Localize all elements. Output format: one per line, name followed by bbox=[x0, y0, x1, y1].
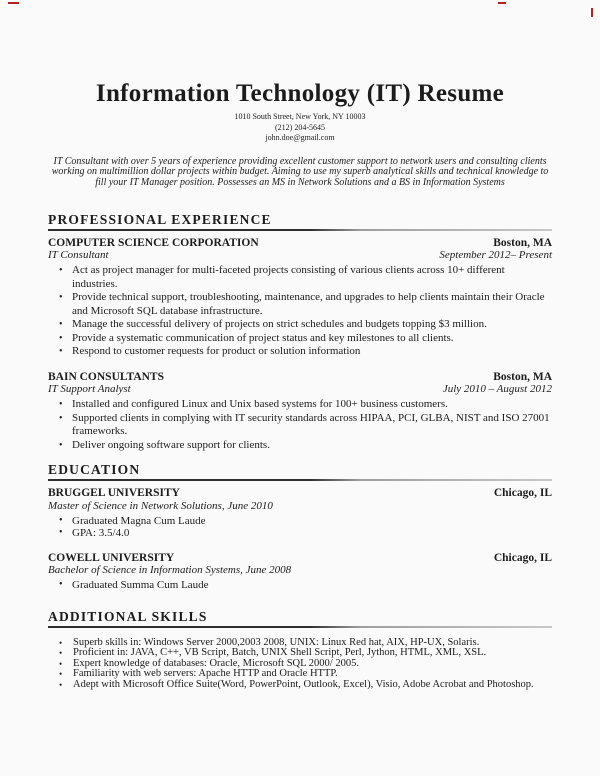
education-section bbox=[48, 487, 552, 592]
job-dates: July 2010 – August 2012 bbox=[442, 383, 552, 396]
job-bullet: • Manage the successful delivery of projects on strict schedules and budgets topping $3 million. bbox=[48, 318, 552, 332]
red-edge-mark-right bbox=[591, 8, 593, 17]
school-name: BRUGGEL UNIVERSITY bbox=[48, 487, 180, 500]
section-rule bbox=[48, 626, 552, 628]
summary-paragraph: IT Consultant with over 5 years of experience providing excellent customer support to network users and consulting clients working on multimillion dollar projects within budget. Aiming to use my superb analytical skills and technical knowledge to fill your IT Manager position. Possesses an MS in Network Solutions and a BS in Information Systems bbox=[51, 155, 549, 188]
skill-bullet: • Superb skills in: Windows Server 2000,2003 2008, UNIX: Linux Red hat, AIX, HP-UX, Solaris. bbox=[48, 638, 552, 649]
section-heading-experience: PROFESSIONAL EXPERIENCE bbox=[48, 211, 272, 227]
school-bullet-list bbox=[48, 515, 552, 540]
job-bullet-list bbox=[48, 398, 552, 452]
page-title: Information Technology (IT) Resume bbox=[95, 80, 505, 107]
skill-bullet: • Expert knowledge of databases: Oracle, Microsoft SQL 2000/ 2005. bbox=[48, 659, 552, 670]
job-role: IT Support Analyst bbox=[48, 383, 131, 396]
skill-bullet: • Adept with Microsoft Office Suite(Word, PowerPoint, Outlook, Excel), Visio, Adobe Acrobat and Photoshop. bbox=[48, 680, 552, 691]
job-header-row bbox=[48, 237, 552, 250]
job-bullet: • Installed and configured Linux and Unix based systems for 100+ business customers. bbox=[48, 398, 552, 412]
job-entry bbox=[48, 371, 552, 453]
school-bullet: • GPA: 3.5/4.0 bbox=[48, 527, 552, 540]
degree-line: Bachelor of Science in Information Systems, June 2008 bbox=[48, 564, 292, 577]
section-heading-education: EDUCATION bbox=[48, 462, 141, 478]
section-rule bbox=[48, 229, 552, 231]
company-location: Boston, MA bbox=[493, 236, 552, 249]
job-role: IT Consultant bbox=[48, 249, 109, 262]
school-location: Chicago, IL bbox=[493, 487, 552, 500]
skills-bullet-list bbox=[48, 638, 552, 691]
section-rule bbox=[48, 479, 552, 481]
address-line: 1010 South Street, New York, NY 10003 bbox=[234, 112, 366, 121]
school-header-row bbox=[48, 487, 552, 500]
job-bullet: • Respond to customer requests for product or solution information bbox=[48, 345, 552, 359]
school-bullet-list bbox=[48, 579, 552, 592]
job-header-row bbox=[48, 371, 552, 384]
phone-line: (212) 204-5645 bbox=[275, 122, 325, 132]
job-bullet: • Supported clients in complying with IT security standards across HIPAA, PCI, GLBA, NIST and ISO 27001 frameworks. bbox=[48, 412, 552, 439]
contact-block bbox=[48, 112, 552, 144]
job-dates: September 2012– Present bbox=[439, 249, 552, 262]
job-bullet-list bbox=[48, 264, 552, 359]
job-bullet: • Act as project manager for multi-faceted projects consisting of various clients across 10+ different industries. bbox=[48, 264, 552, 291]
school-location: Chicago, IL bbox=[493, 551, 552, 564]
red-edge-mark-top-right bbox=[498, 2, 506, 4]
job-bullet: • Provide technical support, troubleshooting, maintenance, and upgrades to help clients maintain their Oracle and Microsoft SQL database infrastructure. bbox=[48, 291, 552, 318]
skill-bullet: • Proficient in: JAVA, C++, VB Script, Batch, UNIX Shell Script, Perl, Jython, HTML, XML, XSL. bbox=[48, 648, 552, 659]
school-entry bbox=[48, 487, 552, 540]
skill-bullet: • Familiarity with web servers: Apache HTTP and Oracle HTTP. bbox=[48, 669, 552, 680]
school-entry bbox=[48, 552, 552, 592]
school-name: COWELL UNIVERSITY bbox=[48, 551, 175, 564]
job-bullet: • Provide a systematic communication of project status and key milestones to all clients. bbox=[48, 332, 552, 346]
company-location: Boston, MA bbox=[493, 370, 552, 383]
section-heading-skills: ADDITIONAL SKILLS bbox=[48, 608, 208, 624]
red-edge-mark-top-left bbox=[8, 2, 19, 4]
job-entry bbox=[48, 237, 552, 359]
job-subheader-row bbox=[48, 249, 552, 261]
job-bullet: • Deliver ongoing software support for clients. bbox=[48, 439, 552, 453]
company-name: COMPUTER SCIENCE CORPORATION bbox=[48, 236, 259, 249]
school-header-row bbox=[48, 552, 552, 565]
degree-line: Master of Science in Network Solutions, June 2010 bbox=[48, 499, 273, 512]
job-subheader-row bbox=[48, 383, 552, 395]
school-bullet: • Graduated Summa Cum Laude bbox=[48, 579, 552, 592]
school-bullet: • Graduated Magna Cum Laude bbox=[48, 515, 552, 528]
email-line: john.doe@gmail.com bbox=[265, 133, 335, 142]
company-name: BAIN CONSULTANTS bbox=[48, 370, 164, 383]
